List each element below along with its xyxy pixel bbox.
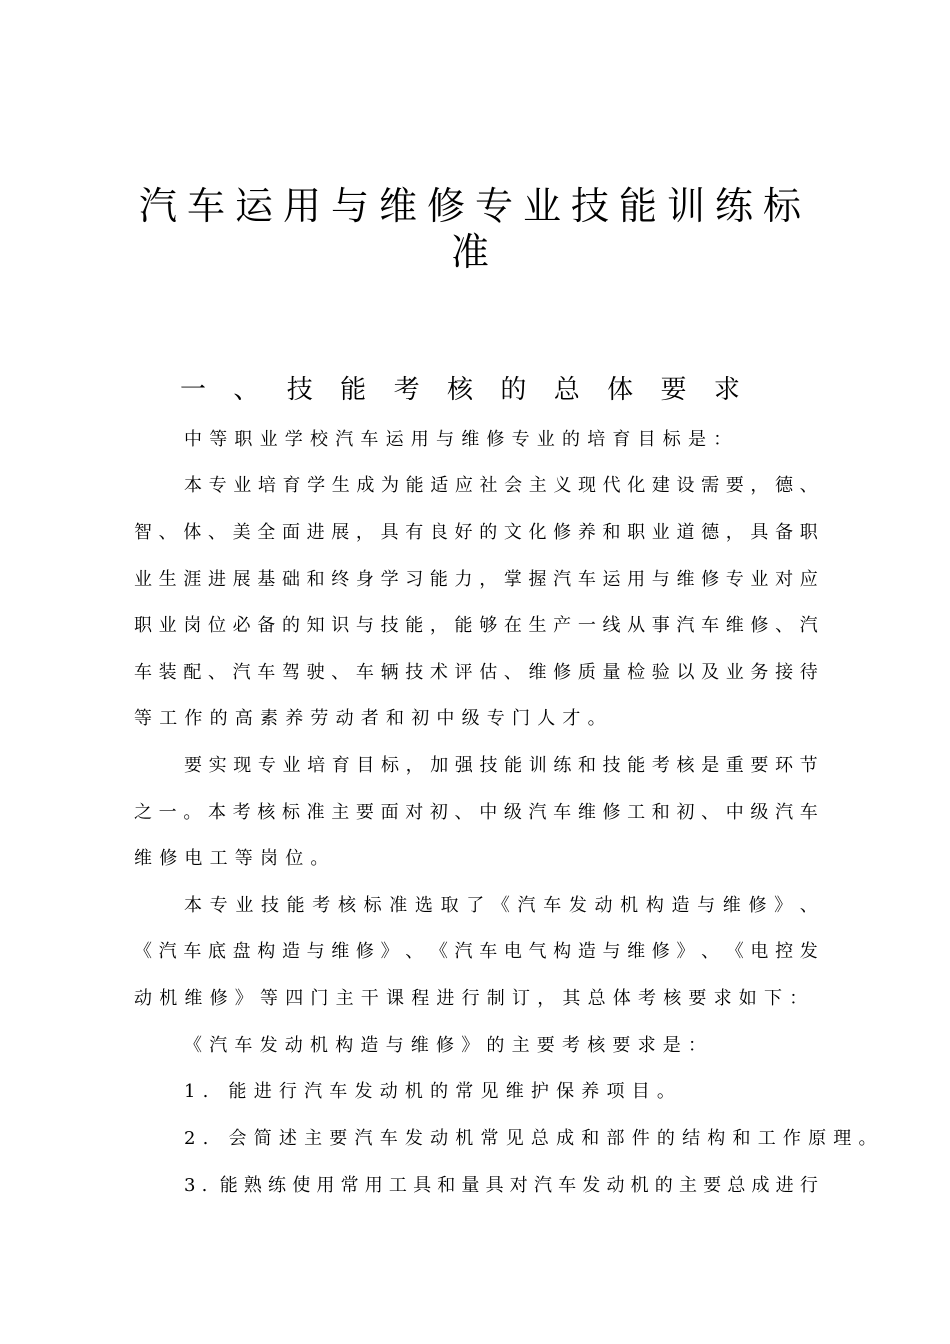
paragraph-line: 智 、 体 、 美 全 面 进 展 ， 具 有 良 好 的 文 化 修 养 和 职 业 道 德 ， 具 备 职 [134, 522, 818, 543]
list-item: 1. 能进行汽车发动机的常见维护保养项目。 [184, 1081, 683, 1102]
paragraph-line: 《汽车发动机构造与维修》的主要考核要求是： [184, 1035, 714, 1056]
paragraph-line: 《 汽 车 底 盘 构 造 与 维 修 》 、 《 汽 车 电 气 构 造 与 维 修 》 、 《 电 控 发 [134, 941, 818, 962]
section-heading: 一 、 技 能 考 核 的 总 体 要 求 [180, 375, 740, 405]
document-title-line1: 汽车运用与维修专业技能训练标 [138, 184, 811, 228]
paragraph-line: 本 专 业 技 能 考 核 标 准 选 取 了 《 汽 车 发 动 机 构 造 与 维 修 》 、 [184, 895, 818, 916]
list-item: 2. 会简述主要汽车发动机常见总成和部件的结构和工作原理。 [184, 1128, 884, 1149]
paragraph-line: 中等职业学校汽车运用与维修专业的培育目标是： [184, 429, 739, 450]
paragraph-line: 之 一 。 本 考 核 标 准 主 要 面 对 初 、 中 级 汽 车 维 修 工 和 初 、 中 级 汽 车 [134, 802, 818, 823]
document-title-line2: 准 [450, 230, 499, 274]
list-item: 3 . 能 熟 练 使 用 常 用 工 具 和 量 具 对 汽 车 发 动 机 的 主 要 总 成 进 行 [184, 1175, 818, 1196]
paragraph-line: 要 实 现 专 业 培 育 目 标 ， 加 强 技 能 训 练 和 技 能 考 核 是 重 要 环 节 [184, 755, 818, 776]
paragraph-line: 车 装 配 、 汽 车 驾 驶 、 车 辆 技 术 评 估 、 维 修 质 量 检 验 以 及 业 务 接 待 [134, 662, 818, 683]
paragraph-line: 业 生 涯 进 展 基 础 和 终 身 学 习 能 力 ， 掌 握 汽 车 运 用 与 维 修 专 业 对 应 [134, 569, 818, 590]
paragraph-line: 等工作的高素养劳动者和初中级专门人才。 [134, 708, 613, 729]
paragraph-line: 职 业 岗 位 必 备 的 知 识 与 技 能 ， 能 够 在 生 产 一 线 从 事 汽 车 维 修 、 汽 [134, 615, 818, 636]
paragraph-line: 本 专 业 培 育 学 生 成 为 能 适 应 社 会 主 义 现 代 化 建 设 需 要 ， 德 、 [184, 475, 818, 496]
paragraph-line: 动机维修》等四门主干课程进行制订，其总体考核要求如下： [134, 988, 815, 1009]
paragraph-line: 维修电工等岗位。 [134, 848, 336, 869]
